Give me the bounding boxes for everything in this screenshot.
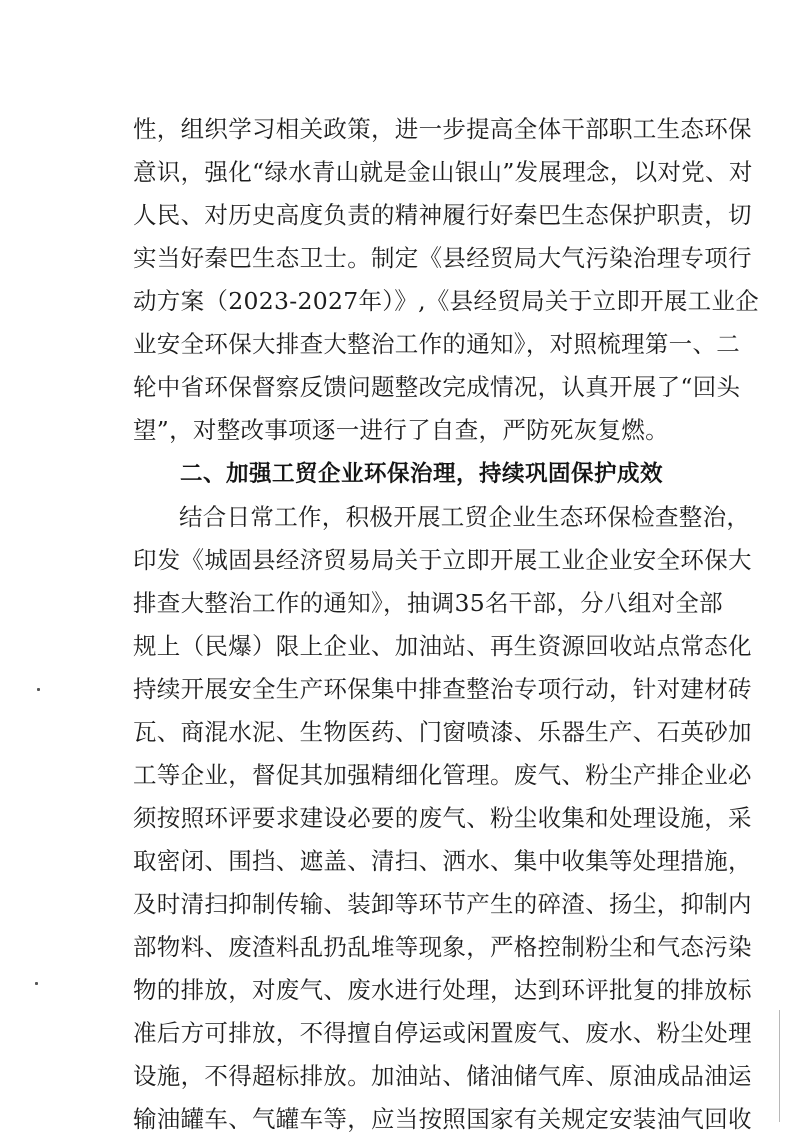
paragraph-2-line: 工等企业，督促其加强精细化管理。废气、粉尘产排企业必 [133, 761, 752, 789]
paragraph-2-line: 部物料、废渣料乱扔乱堆等现象，严格控制粉尘和气态污染 [133, 933, 752, 961]
paragraph-2-line: 设施，不得超标排放。加油站、储油储气库、原油成品油运 [133, 1062, 752, 1090]
paragraph-2-line: 排查大整治工作的通知》，抽调35名干部，分八组对全部 [133, 589, 723, 617]
paragraph-2-line: 须按照环评要求建设必要的废气、粉尘收集和处理设施，采 [133, 804, 752, 832]
paragraph-2-line: 物的排放，对废气、废水进行处理，达到环评批复的排放标 [133, 976, 752, 1004]
scan-speck [37, 688, 40, 691]
paragraph-2-line: 持续开展安全生产环保集中排查整治专项行动，针对建材砖 [133, 675, 752, 703]
section-heading: 二、加强工贸企业环保治理，持续巩固保护成效 [180, 461, 664, 487]
paragraph-2-line: 结合日常工作，积极开展工贸企业生态环保检查整治， [179, 503, 751, 531]
paragraph-1-line: 人民、对历史高度负责的精神履行好秦巴生态保护职责，切 [133, 201, 752, 229]
paragraph-2-line: 输油罐车、气罐车等，应当按照国家有关规定安装油气回收 [133, 1105, 752, 1133]
paragraph-1-line: 业安全环保大排查大整治工作的通知》，对照梳理第一、二 [133, 330, 741, 358]
scan-edge-line [779, 1010, 780, 1122]
paragraph-2-line: 及时清扫抑制传输、装卸等环节产生的碎渣、扬尘，抑制内 [133, 890, 752, 918]
paragraph-1-line: 实当好秦巴生态卫士。制定《县经贸局大气污染治理专项行 [133, 244, 752, 272]
paragraph-1-line: 意识，强化“绿水青山就是金山银山”发展理念，以对党、对 [133, 158, 753, 186]
paragraph-2-line: 瓦、商混水泥、生物医药、门窗喷漆、乐器生产、石英砂加 [133, 718, 752, 746]
paragraph-1-line: 望”，对整改事项逐一进行了自查，严防死灰复燃。 [133, 416, 669, 444]
scan-speck [35, 982, 38, 985]
paragraph-2-line: 印发《城固县经济贸易局关于立即开展工业企业安全环保大 [133, 546, 752, 574]
paragraph-1-line: 性，组织学习相关政策，进一步提高全体干部职工生态环保 [133, 115, 752, 143]
paragraph-2-line: 规上（民爆）限上企业、加油站、再生资源回收站点常态化 [133, 632, 752, 660]
paragraph-1-line: 动方案（2023-2027年）》,《县经贸局关于立即开展工业企 [133, 287, 760, 315]
paragraph-1-line: 轮中省环保督察反馈问题整改完成情况，认真开展了“回头 [133, 373, 741, 401]
paragraph-2-line: 取密闭、围挡、遮盖、清扫、洒水、集中收集等处理措施， [133, 847, 752, 875]
paragraph-2-line: 准后方可排放，不得擅自停运或闲置废气、废水、粉尘处理 [133, 1019, 752, 1047]
